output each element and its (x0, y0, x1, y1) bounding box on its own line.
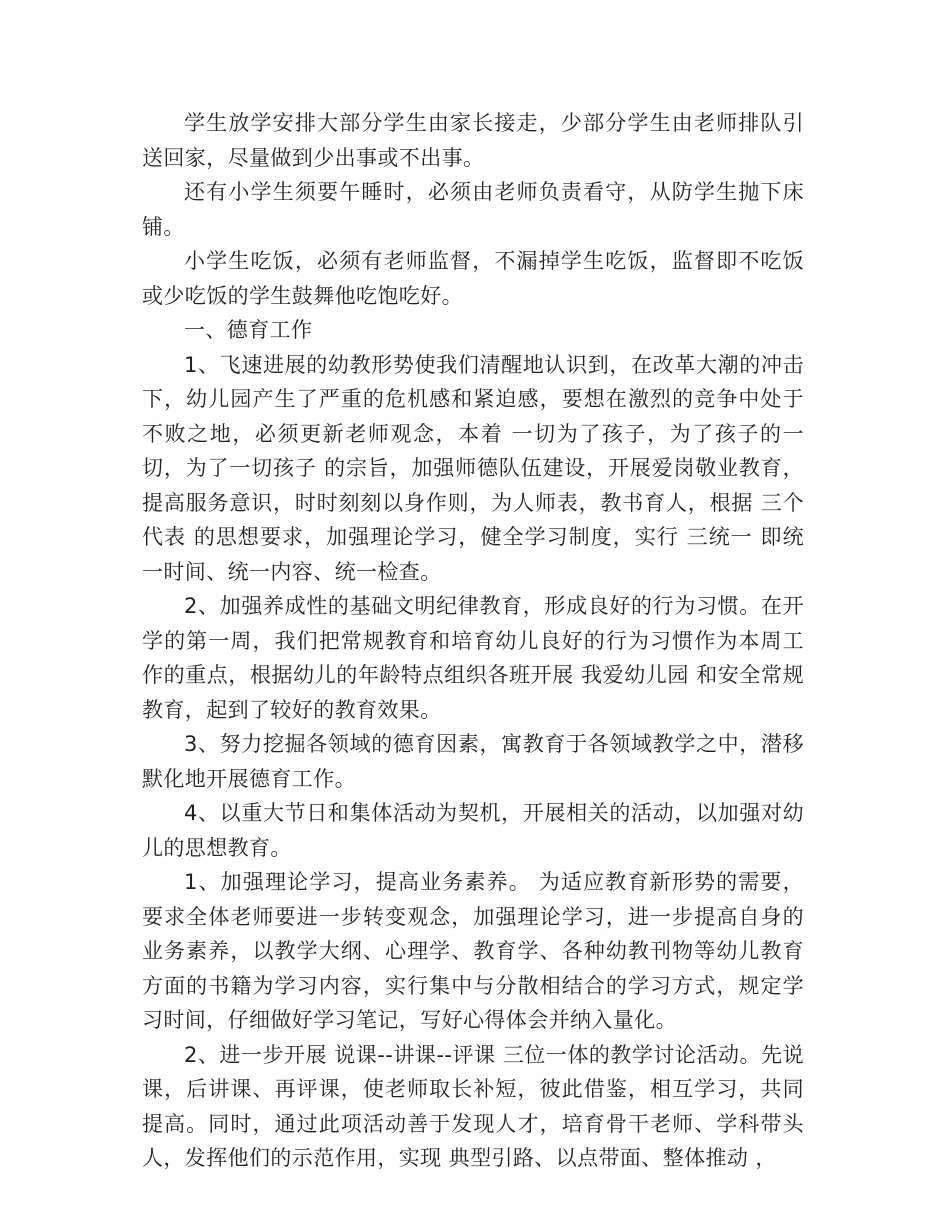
paragraph-study-item-2: 2、进一步开展 说课--讲课--评课 三位一体的教学讨论活动。先说课，后讲课、再评课，使老师取长补短，彼此借鉴，相互学习，共同提高。同时，通过此项活动善于发现人才，培育骨干老师、学科带头人，发挥他们的示范作用，实现 典型引路、以点带面、整体推动 ， (142, 1042, 804, 1170)
document-body (142, 106, 804, 1176)
section-heading-moral-education: 一、德育工作 (184, 318, 313, 342)
paragraph-item-4: 4、以重大节日和集体活动为契机，开展相关的活动，以加强对幼儿的思想教育。 (142, 801, 804, 860)
paragraph-meals: 小学生吃饭，必须有老师监督，不漏掉学生吃饭，监督即不吃饭或少吃饭的学生鼓舞他吃饱吃好。 (142, 249, 804, 308)
paragraph-nap: 还有小学生须要午睡时，必须由老师负责看守，从防学生抛下床铺。 (142, 180, 804, 239)
paragraph-item-1: 1、飞速进展的幼教形势使我们清醒地认识到，在改革大潮的冲击下，幼儿园产生了严重的危机感和紧迫感，要想在激烈的竞争中处于不败之地，必须更新老师观念，本着 一切为了孩子，为了孩子的一切，为了一切孩子 的宗旨，加强师德队伍建设，开展爱岗敬业教育，提高服务意识，时时刻刻以身作则，为人师表，教书育人，根据 三个代表 的思想要求，加强理论学习，健全学习制度，实行 三统一 即统一时间、统一内容、统一检查。 (142, 352, 804, 584)
paragraph-dismissal: 学生放学安排大部分学生由家长接走，少部分学生由老师排队引送回家，尽量做到少出事或不出事。 (142, 111, 804, 170)
paragraph-study-item-1: 1、加强理论学习，提高业务素养。 为适应教育新形势的需要，要求全体老师要进一步转变观念，加强理论学习，进一步提高自身的业务素养，以教学大纲、心理学、教育学、各种幼教刊物等幼儿教育方面的书籍为学习内容，实行集中与分散相结合的学习方式，规定学习时间，仔细做好学习笔记，写好心得体会并纳入量化。 (142, 870, 804, 1032)
paragraph-item-3: 3、努力挖掘各领域的德育因素，寓教育于各领域教学之中，潜移默化地开展德育工作。 (142, 732, 804, 791)
paragraph-item-2: 2、加强养成性的基础文明纪律教育，形成良好的行为习惯。在开学的第一周，我们把常规教育和培育幼儿良好的行为习惯作为本周工作的重点，根据幼儿的年龄特点组织各班开展 我爱幼儿园 和安全常规教育，起到了较好的教育效果。 (142, 594, 804, 722)
